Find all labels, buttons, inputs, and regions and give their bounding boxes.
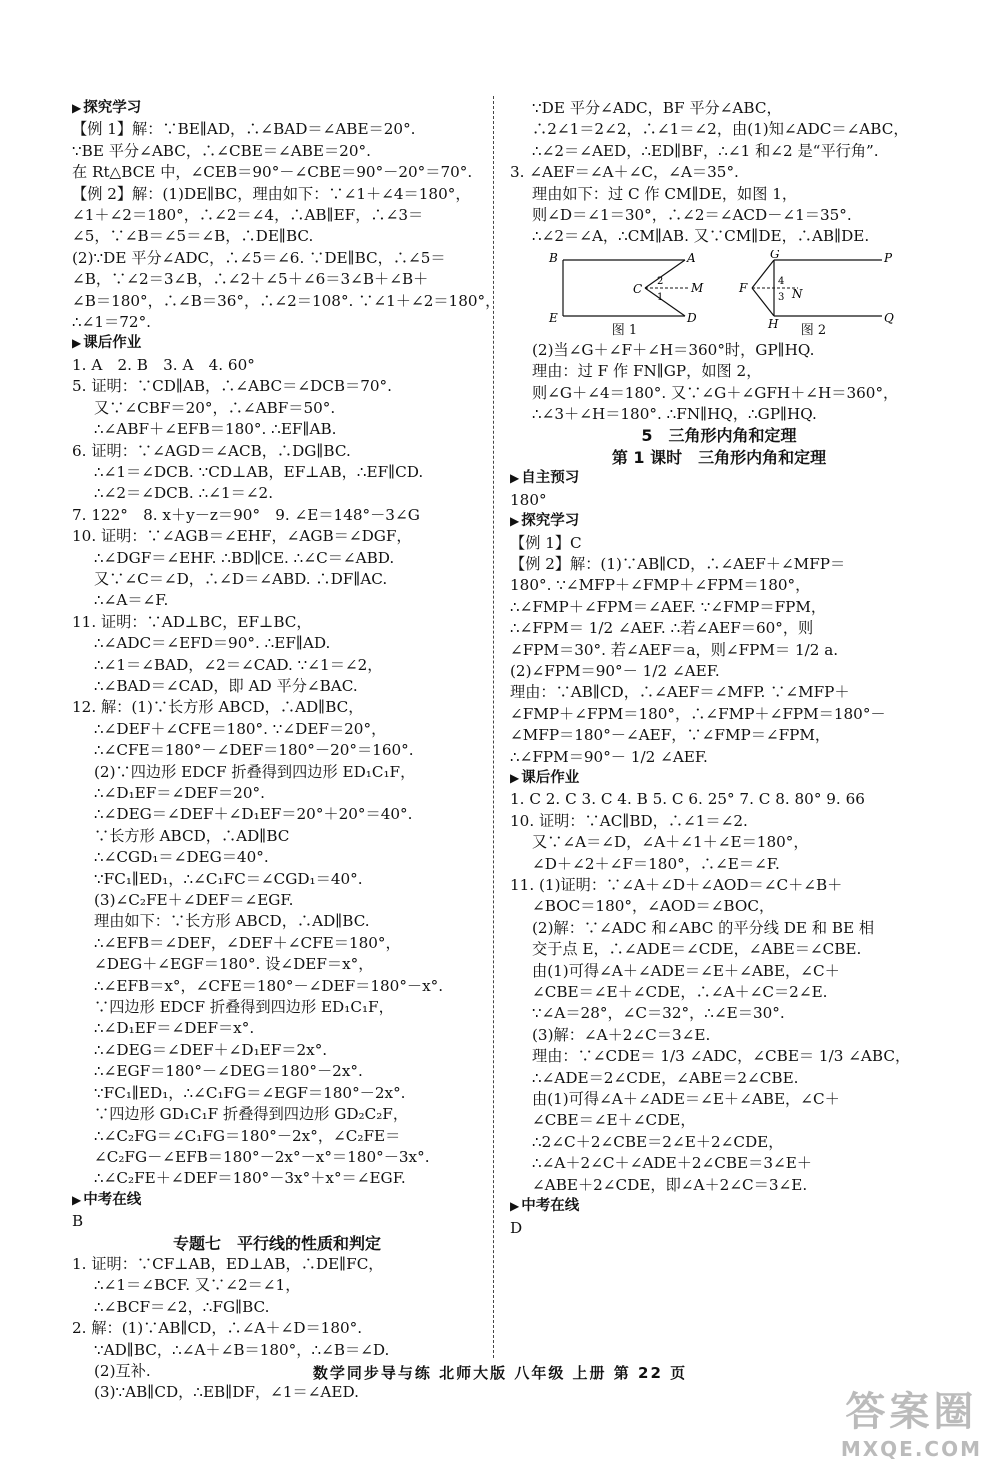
section-title: 5 三角形内角和定理: [641, 426, 797, 446]
text-line: 交于点 E，∴∠ADE＝∠CDE，∠ABE＝∠CBE.: [532, 940, 862, 959]
text-line: (2)互补.: [94, 1361, 151, 1380]
text-line: ∵FC₁∥ED₁，∴∠C₁FG＝∠EGF＝180°－2x°.: [94, 1083, 406, 1102]
text-line: 由(1)可得∠A＋∠ADE＝∠E＋∠ABE，∠C＋: [532, 1090, 840, 1109]
text-line: ∴∠DEF＋∠CFE＝180°. ∵∠DEF＝20°，: [94, 719, 387, 738]
figure-1-diagram: [545, 250, 705, 330]
text-line: 1. A 2. B 3. A 4. 60°: [72, 355, 255, 374]
label-Q: Q: [883, 310, 894, 325]
text-line: ∴∠1＝∠BAD，∠2＝∠CAD. ∵∠1＝∠2，: [94, 655, 383, 674]
figure-2: [734, 250, 894, 340]
text-line: 2. 解：(1)∵AB∥CD，∴∠A＋∠D＝180°.: [72, 1319, 363, 1338]
right-column-bottom: [510, 340, 928, 1239]
text-line: B: [72, 1212, 84, 1231]
figure-2-caption: 图 2: [800, 323, 827, 339]
text-line: 由(1)可得∠A＋∠ADE＝∠E＋∠ABE，∠C＋: [532, 961, 840, 980]
text-line: ∴∠EFB＝x°，∠CFE＝180°－∠DEF＝180°－x°.: [94, 976, 444, 995]
text-line: ∠DEG＋∠EGF＝180°. 设∠DEF＝x°，: [94, 955, 374, 974]
text-line: 【例 2】解：(1)DE∥BC，理由如下：∵∠1＋∠4＝180°，: [72, 184, 471, 203]
text-line: 1. 证明：∵CF⊥AB，ED⊥AB，∴DE∥FC，: [72, 1254, 384, 1273]
text-line: ∴∠2＝∠AED，∴ED∥BF，∴∠1 和∠2 是“平行角”.: [532, 141, 879, 160]
text-line: 6. 证明：∵∠AGD＝∠ACB，∴DG∥BC.: [72, 441, 351, 460]
text-line: ∵DE 平分∠ADC，BF 平分∠ABC，: [532, 99, 782, 117]
text-line: ∠5，∵∠B＝∠5＝∠B，∴DE∥BC.: [72, 227, 314, 246]
text-line: ∴∠EFB＝∠DEF，∠DEF＋∠CFE＝180°，: [94, 933, 401, 952]
text-line: ∠D＋∠2＋∠F＝180°，∴∠E＝∠F.: [532, 854, 780, 873]
section-heading: ▶ 探究学习: [72, 98, 482, 119]
text-line: 理由：∵∠CDE＝ 1/3 ∠ADC，∠CBE＝ 1/3 ∠ABC，: [532, 1047, 911, 1066]
text-line: 10. 证明：∵∠AGB＝∠EHF，∠AGB＝∠DGF，: [72, 527, 412, 546]
label-H: H: [767, 316, 778, 330]
text-line: ∠1＋∠2＝180°，∴∠2＝∠4，∴AB∥EF，∴∠3＝: [72, 206, 424, 225]
text-line: ∠BOC＝180°，∠AOD＝∠BOC，: [532, 897, 775, 916]
text-line: ∴∠D₁EF＝∠DEF＝20°.: [94, 784, 265, 802]
section-heading: ▶ 课后作业: [510, 768, 928, 789]
section-title: 第 1 课时 三角形内角和定理: [611, 447, 827, 467]
text-line: ∵四边形 EDCF 折叠得到四边形 ED₁C₁F，: [94, 998, 394, 1017]
text-line: 1. C 2. C 3. C 4. B 5. C 6. 25° 7. C 8. 80° 9. 66: [510, 790, 865, 809]
label-F: F: [738, 280, 747, 295]
text-line: (2)当∠G＋∠F＋∠H＝360°时，GP∥HQ.: [532, 340, 815, 359]
label-G: G: [769, 249, 780, 261]
watermark-url: MXQE.COM: [840, 1437, 982, 1461]
text-line: 又∵∠A＝∠D，∠A＋∠1＋∠E＝180°，: [532, 833, 809, 852]
text-line: 则∠G＋∠4＝180°. 又∵∠G＋∠GFH＋∠H＝360°，: [532, 383, 899, 402]
text-line: 理由：过 F 作 FN∥GP，如图 2，: [532, 362, 762, 381]
text-line: ∴∠C₂FE＋∠DEF＝180°－3x°＋x°＝∠EGF.: [94, 1169, 406, 1188]
text-line: ∴∠3＋∠H＝180°. ∴FN∥HQ，∴GP∥HQ.: [532, 405, 817, 424]
text-line: (2)∵DE 平分∠ADC，∴∠5＝∠6. ∵DE∥BC，∴∠5＝: [72, 248, 446, 267]
text-line: ∴∠ADE＝2∠CDE，∠ABE＝2∠CBE.: [532, 1068, 799, 1087]
text-line: ∴∠ABF＋∠EFB＝180°. ∴EF∥AB.: [94, 420, 337, 439]
text-line: ∴2∠1＝2∠2，∴∠1＝∠2，由(1)知∠ADC＝∠ABC，: [532, 120, 909, 139]
text-line: 则∠D＝∠1＝30°，∴∠2＝∠ACD－∠1＝35°.: [532, 206, 852, 225]
text-line: 【例 1】解：∵BE∥AD，∴∠BAD＝∠ABE＝20°.: [72, 120, 416, 139]
text-line: ∴∠A＋2∠C＋∠ADE＋2∠CBE＝3∠E＋: [532, 1154, 812, 1173]
text-line: ∠CBE＝∠E＋∠CDE，: [532, 1111, 696, 1130]
label-angle-3: 3: [777, 291, 784, 303]
text-line: ∠B＝180°，∴∠B＝36°，∴∠2＝108°. ∵∠1＋∠2＝180°，: [72, 291, 501, 310]
text-line: ∴∠1＝∠DCB. ∵CD⊥AB，EF⊥AB，∴EF∥CD.: [94, 462, 424, 481]
text-line: ∴∠ADC＝∠EFD＝90°. ∴EF∥AD.: [94, 634, 331, 653]
text-line: (3)解：∠A＋2∠C＝3∠E.: [532, 1025, 711, 1044]
text-line: (3)∠C₂FE＋∠DEF＝∠EGF.: [94, 891, 294, 910]
figure-1: [545, 250, 705, 340]
text-line: 【例 1】C: [510, 533, 582, 552]
text-line: ∴∠2＝∠A，∴CM∥AB. 又∵CM∥DE，∴AB∥DE.: [532, 227, 870, 246]
label-angle-2: 2: [656, 275, 663, 287]
text-line: ∴∠BCF＝∠2，∴FG∥BC.: [94, 1297, 270, 1316]
text-line: ∴∠FPM＝ 1/2 ∠AEF. ∴若∠AEF＝60°，则: [510, 619, 814, 638]
text-line: (2)∵四边形 EDCF 折叠得到四边形 ED₁C₁F，: [94, 762, 416, 781]
label-angle-1: 1: [656, 291, 663, 303]
text-line: 理由如下：∵长方形 ABCD，∴AD∥BC.: [94, 912, 370, 931]
text-line: ∴∠D₁EF＝∠DEF＝x°.: [94, 1019, 255, 1038]
text-line: ∠B，∵∠2＝3∠B，∴∠2＋∠5＋∠6＝3∠B＋∠B＋: [72, 270, 429, 289]
text-line: 10. 证明：∵AC∥BD，∴∠1＝∠2.: [510, 811, 748, 830]
figures-row: [510, 248, 928, 340]
text-line: (3)∵AB∥CD，∴EB∥DF，∠1＝∠AED.: [94, 1383, 359, 1402]
text-line: ∠FMP＋∠FPM＝180°，∴∠FMP＋∠FPM＝180°－: [510, 704, 886, 723]
text-line: 又∵∠C＝∠D，∴∠D＝∠ABD. ∴DF∥AC.: [94, 569, 388, 588]
section-heading: ▶ 中考在线: [510, 1196, 928, 1217]
label-N: N: [791, 286, 802, 301]
label-P: P: [883, 250, 892, 265]
text-line: ∴∠FPM＝90°－ 1/2 ∠AEF.: [510, 747, 708, 766]
text-line: ∴∠A＝∠F.: [94, 591, 169, 610]
text-line: ∴∠BAD＝∠CAD，即 AD 平分∠BAC.: [94, 676, 358, 695]
text-line: ∠C₂FG－∠EFB＝180°－2x°－x°＝180°－3x°.: [94, 1147, 430, 1166]
text-line: 7. 122° 8. x＋y－z＝90° 9. ∠E＝148°－3∠G: [72, 505, 420, 524]
text-line: ∴∠2＝∠DCB. ∴∠1＝∠2.: [94, 484, 274, 503]
label-A: A: [686, 250, 696, 265]
text-line: D: [510, 1218, 523, 1237]
text-line: ∠FPM＝30°. 若∠AEF＝a，则∠FPM＝ 1/2 a.: [510, 640, 839, 659]
text-line: 在 Rt△BCE 中，∠CEB＝90°－∠CBE＝90°－20°＝70°.: [72, 163, 473, 182]
page-footer: 数学同步导与练 北师大版 八年级 上册 第 22 页: [312, 1364, 688, 1382]
text-line: ∵AD∥BC，∴∠A＋∠B＝180°，∴∠B＝∠D.: [94, 1340, 390, 1359]
label-M: M: [690, 280, 703, 295]
figure-1-caption: 图 1: [611, 323, 638, 339]
column-divider: [493, 96, 494, 1358]
label-E: E: [548, 310, 558, 325]
text-line: ∴∠C₂FG＝∠C₁FG＝180°－2x°，∠C₂FE＝: [94, 1126, 401, 1145]
text-line: ∵∠A＝28°，∠C＝32°，∴∠E＝30°.: [532, 1004, 785, 1023]
text-line: ∵四边形 GD₁C₁F 折叠得到四边形 GD₂C₂F，: [94, 1105, 409, 1124]
text-line: ∵FC₁∥ED₁，∴∠C₁FC＝∠CGD₁＝40°.: [94, 869, 363, 888]
right-column-top: [510, 98, 928, 248]
text-line: 3. ∠AEF＝∠A＋∠C，∠A＝35°.: [510, 163, 739, 182]
text-line: ∴∠CFE＝180°－∠DEF＝180°－20°＝160°.: [94, 741, 414, 760]
text-line: ∠ABE＋2∠CDE，即∠A＋2∠C＝3∠E.: [532, 1175, 808, 1194]
text-line: 5. 证明：∵CD∥AB，∴∠ABC＝∠DCB＝70°.: [72, 377, 392, 396]
text-line: ∠CBE＝∠E＋∠CDE，∴∠A＋∠C＝2∠E.: [532, 983, 828, 1002]
label-B: B: [548, 250, 558, 265]
text-line: ∠MFP＝180°－∠AEF，∵∠FMP＝∠FPM，: [510, 726, 831, 745]
text-line: ∴2∠C＋2∠CBE＝2∠E＋2∠CDE，: [532, 1132, 784, 1151]
text-line: ∴∠FMP＋∠FPM＝∠AEF. ∵∠FMP＝FPM，: [510, 597, 827, 616]
text-line: 12. 解：(1)∵长方形 ABCD，∴AD∥BC，: [72, 698, 364, 717]
text-line: 11. (1)证明：∵∠A＋∠D＋∠AOD＝∠C＋∠B＋: [510, 876, 843, 894]
label-C: C: [632, 281, 642, 296]
text-line: ∴∠DEG＝∠DEF＋∠D₁EF＝20°＋20°＝40°.: [94, 805, 413, 824]
text-line: ∴∠EGF＝180°－∠DEG＝180°－2x°.: [94, 1062, 363, 1081]
text-line: 180°: [510, 490, 547, 509]
text-line: 180°. ∵∠MFP＋∠FMP＋∠FPM＝180°，: [510, 576, 811, 595]
text-line: (2)解：∵∠ADC 和∠ABC 的平分线 DE 和 BE 相: [532, 918, 875, 937]
text-line: (2)∠FPM＝90°－ 1/2 ∠AEF.: [510, 661, 720, 680]
watermark-logo: [841, 1380, 982, 1461]
section-heading: ▶ 探究学习: [510, 511, 928, 532]
text-line: ∴∠1＝∠BCF. 又∵∠2＝∠1，: [94, 1276, 301, 1295]
watermark-text: 答案圈: [845, 1389, 978, 1435]
text-line: ∵BE 平分∠ABC，∴∠CBE＝∠ABE＝20°.: [72, 141, 371, 160]
section-heading: ▶ 课后作业: [72, 333, 482, 354]
right-column: [510, 98, 928, 1239]
text-line: 11. 证明：∵AD⊥BC，EF⊥BC，: [72, 612, 312, 631]
text-line: 理由如下：过 C 作 CM∥DE，如图 1，: [532, 184, 798, 203]
label-angle-4: 4: [777, 275, 784, 287]
text-line: 理由：∵AB∥CD，∴∠AEF＝∠MFP. ∵∠MFP＋: [510, 683, 850, 702]
text-line: ∴∠DEG＝∠DEF＋∠D₁EF＝2x°.: [94, 1040, 328, 1059]
text-line: ∴∠DGF＝∠EHF. ∴BD∥CE. ∴∠C＝∠ABD.: [94, 548, 395, 567]
text-line: 【例 2】解：(1)∵AB∥CD，∴∠AEF＋∠MFP＝: [510, 554, 846, 573]
text-line: ∴∠1＝72°.: [72, 313, 151, 332]
text-line: ∴∠CGD₁＝∠DEG＝40°.: [94, 848, 269, 867]
text-line: 又∵∠CBF＝20°，∴∠ABF＝50°.: [94, 398, 336, 417]
text-line: ∵长方形 ABCD，∴AD∥BC: [94, 826, 290, 845]
section-heading: ▶ 自主预习: [510, 468, 928, 489]
section-title: 专题七 平行线的性质和判定: [172, 1233, 381, 1253]
label-D: D: [686, 310, 697, 325]
figure-2-diagram: [734, 250, 894, 330]
section-heading: ▶ 中考在线: [72, 1190, 482, 1211]
